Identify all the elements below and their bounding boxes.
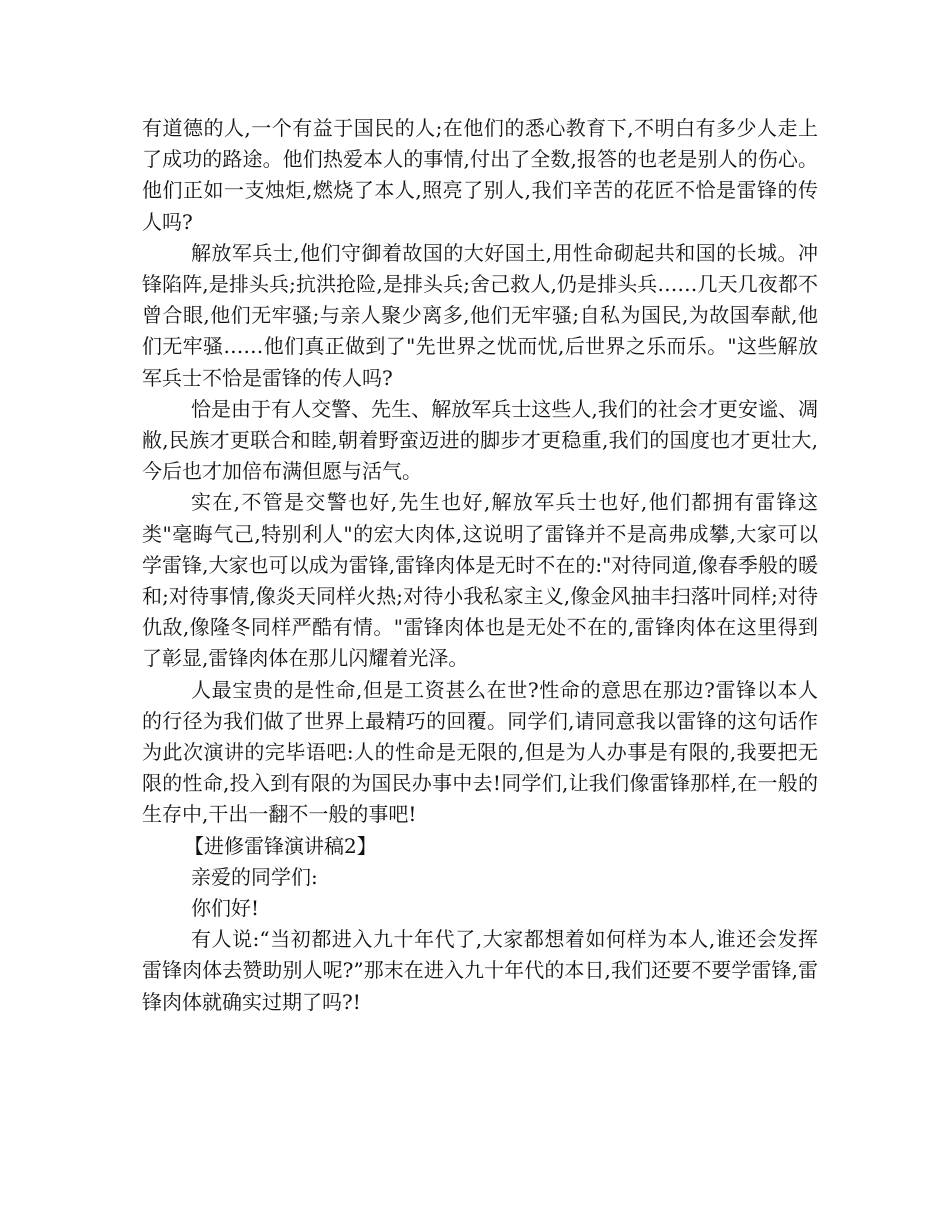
greeting: 你们好! [191, 896, 260, 921]
paragraph-society: 恰是由于有人交警、先生、解放军兵士这些人,我们的社会才更安谧、凋敝,民族才更联合和睦,朝着野蛮迈进的脚步才更稳重,我们的国度也才更壮大,今后也才加倍布满但愿与活气。 [142, 396, 818, 484]
paragraph-soldiers: 解放军兵士,他们守御着故国的大好国土,用性命砌起共和国的长城。冲锋陷阵,是排头兵;抗洪抢险,是排头兵;舍己救人,仍是排头兵……几天几夜都不曾合眼,他们无牢骚;与亲人聚少离多,他们无牢骚;自私为国民,为故国奉献,他们无牢骚……他们真正做到了"先世界之忧而忧,后世界之乐而乐。"这些解放军兵士不恰是雷锋的传人吗? [142, 240, 818, 390]
paragraph-opening: 有人说:“当初都进入九十年代了,大家都想着如何样为本人,谁还会发挥雷锋肉体去赞助别人呢?”那末在进入九十年代的本日,我们还要不要学雷锋,雷锋肉体就确实过期了吗?! [142, 927, 818, 1014]
document-body [142, 113, 818, 1018]
paragraph-teachers: 有道德的人,一个有益于国民的人;在他们的悉心教育下,不明白有多少人走上了成功的路途。他们热爱本人的事情,付出了全数,报答的也老是别人的伤心。他们正如一支烛炬,燃烧了本人,照亮了别人,我们辛苦的花匠不恰是雷锋的传人吗? [142, 116, 818, 234]
paragraph-spirit: 实在,不管是交警也好,先生也好,解放军兵士也好,他们都拥有雷锋这类"毫晦气己,特别利人"的宏大肉体,这说明了雷锋并不是高弗成攀,大家可以学雷锋,大家也可以成为雷锋,雷锋肉体是无时不在的:"对待同道,像春季般的暖和;对待事情,像炎天同样火热;对待小我私家主义,像金风抽丰扫落叶同样;对待仇敌,像隆冬同样严酷有情。"雷锋肉体也是无处不在的,雷锋肉体在这里得到了彰显,雷锋肉体在那儿闪耀着光泽。 [142, 490, 818, 671]
section-heading: 【进修雷锋演讲稿2】 [184, 833, 377, 858]
salutation: 亲爱的同学们: [191, 864, 318, 889]
paragraph-conclusion: 人最宝贵的是性命,但是工资甚么在世?性命的意思在那边?雷锋以本人的行径为我们做了世界上最精巧的回覆。同学们,请同意我以雷锋的这句话作为此次演讲的完毕语吧:人的性命是无限的,但是为人办事是有限的,我要把无限的性命,投入到有限的为国民办事中去!同学们,让我们像雷锋那样,在一般的生存中,干出一翻不一般的事吧! [142, 677, 818, 827]
